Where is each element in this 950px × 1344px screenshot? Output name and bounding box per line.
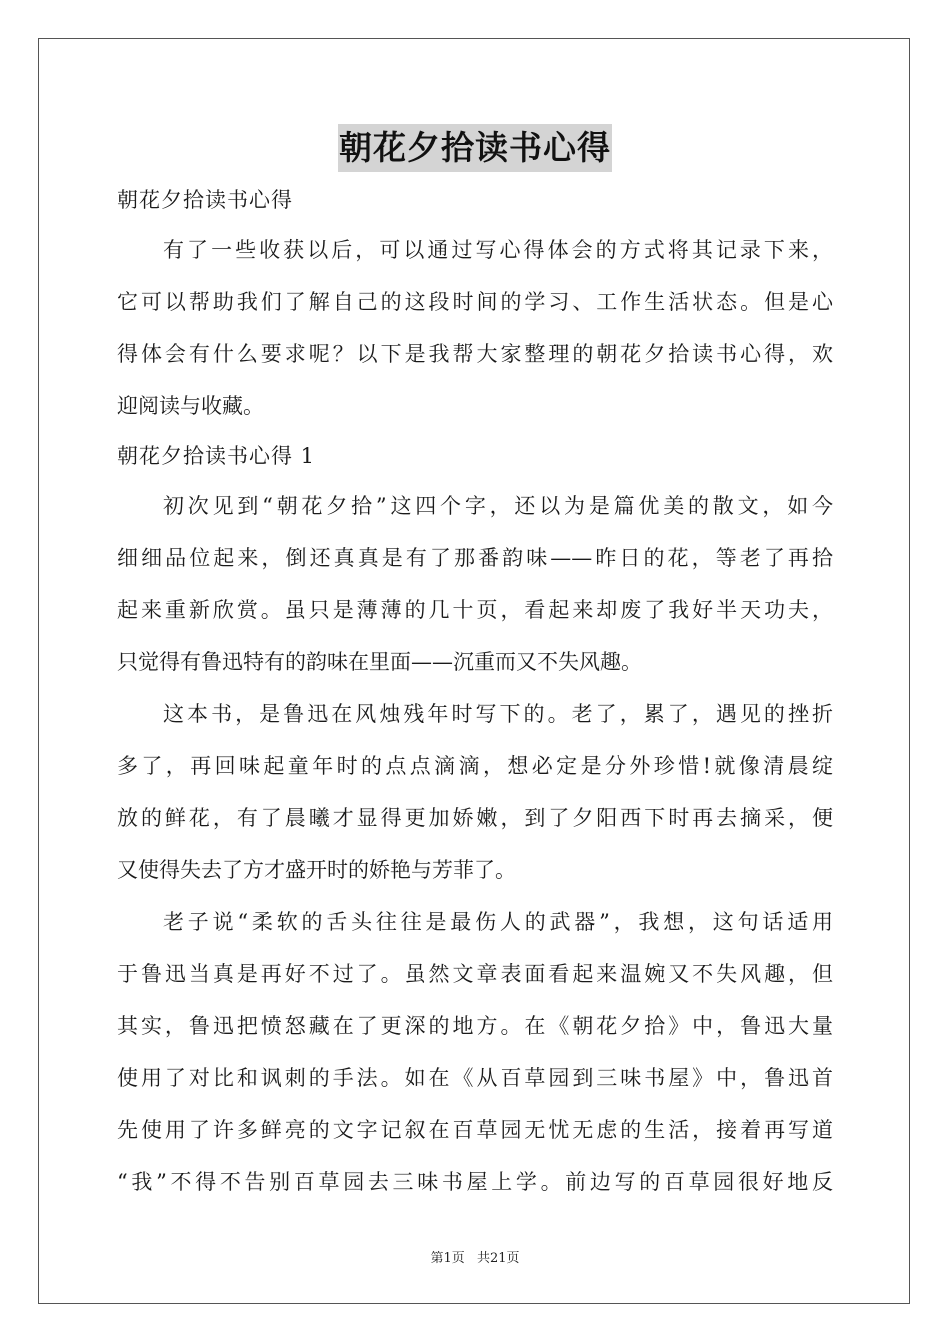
text-line: 它可以帮助我们了解自己的这段时间的学习、工作生活状态。但是心 xyxy=(117,290,833,314)
text-line: 老子说“柔软的舌头往往是最伤人的武器”，我想，这句话适用 xyxy=(163,910,833,934)
text-line: 初次见到“朝花夕拾”这四个字，还以为是篇优美的散文，如今 xyxy=(163,494,833,518)
intro-paragraph[interactable] xyxy=(117,224,833,432)
text-line: 这本书，是鲁迅在风烛残年时写下的。老了，累了，遇见的挫折 xyxy=(163,702,833,726)
text-line: “我”不得不告别百草园去三味书屋上学。前边写的百草园很好地反 xyxy=(117,1170,833,1194)
text-line: 多了，再回味起童年时的点点滴滴，想必定是分外珍惜!就像清晨绽 xyxy=(117,754,833,778)
text-line: 迎阅读与收藏。 xyxy=(117,394,264,418)
document-body xyxy=(117,176,833,1208)
paragraph-2[interactable] xyxy=(117,688,833,896)
page-number: 第1页 xyxy=(430,1251,465,1266)
page-total: 共21页 xyxy=(476,1251,520,1266)
text-line: 起来重新欣赏。虽只是薄薄的几十页，看起来却废了我好半天功夫， xyxy=(117,598,833,622)
text-line: 先使用了许多鲜亮的文字记叙在百草园无忧无虑的生活，接着再写道 xyxy=(117,1118,833,1142)
title-container xyxy=(0,124,950,172)
text-line: 放的鲜花，有了晨曦才显得更加娇嫩，到了夕阳西下时再去摘采，便 xyxy=(117,806,833,830)
page-footer xyxy=(0,1247,950,1266)
text-line: 使用了对比和讽刺的手法。如在《从百草园到三味书屋》中，鲁迅首 xyxy=(117,1066,833,1090)
paragraph-3[interactable] xyxy=(117,896,833,1208)
paragraph-1[interactable] xyxy=(117,480,833,688)
text-line: 细细品位起来，倒还真真是有了那番韵味——昨日的花，等老了再拾 xyxy=(117,546,833,570)
subtitle-heading[interactable]: 朝花夕拾读书心得 xyxy=(117,188,293,212)
text-line: 于鲁迅当真是再好不过了。虽然文章表面看起来温婉又不失风趣，但 xyxy=(117,962,833,986)
text-line: 又使得失去了方才盛开时的娇艳与芳菲了。 xyxy=(117,858,516,882)
section-heading[interactable]: 朝花夕拾读书心得 1 xyxy=(117,444,316,468)
text-line: 有了一些收获以后，可以通过写心得体会的方式将其记录下来， xyxy=(163,238,833,262)
document-title[interactable]: 朝花夕拾读书心得 xyxy=(338,124,612,172)
text-line: 得体会有什么要求呢？以下是我帮大家整理的朝花夕拾读书心得，欢 xyxy=(117,342,833,366)
text-line: 只觉得有鲁迅特有的韵味在里面——沉重而又不失风趣。 xyxy=(117,650,642,674)
text-line: 其实，鲁迅把愤怒藏在了更深的地方。在《朝花夕拾》中，鲁迅大量 xyxy=(117,1014,833,1038)
